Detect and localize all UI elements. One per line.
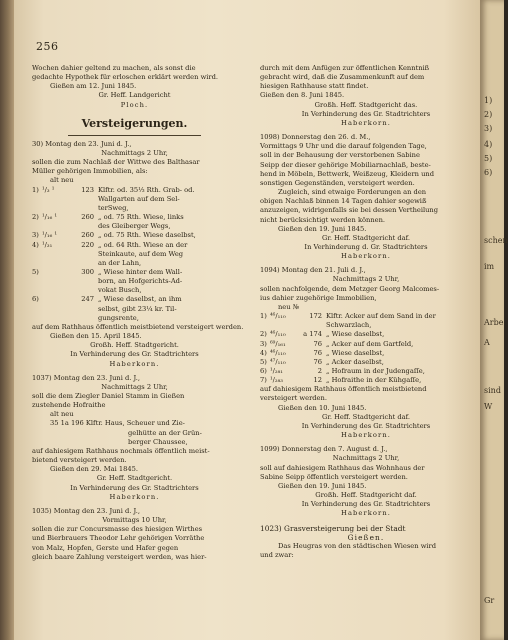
signature-line: In Verhinderung des Gr. Stadtrichters — [301, 109, 431, 118]
property-row — [32, 195, 237, 204]
text-line: versteigert werden. — [260, 394, 327, 403]
property-row — [32, 241, 237, 250]
text-line: und Bierbrauers Theodor Lehr gehörigen Vorräthe — [32, 534, 205, 543]
item-number — [32, 204, 42, 213]
item-number — [32, 305, 42, 314]
area-value: 260 — [81, 213, 94, 222]
parcel-number: ⁶⁹/₁₆₁ — [270, 339, 286, 348]
text-line: auf dahiesigem Rathhaus nochmals öffentlich meist- — [32, 446, 210, 455]
item-description: Schwarzlach, — [326, 321, 372, 330]
signature-name: Haberkorn. — [341, 431, 391, 440]
area-value — [72, 314, 98, 323]
text-line: alt neu — [50, 410, 74, 419]
text-line: Gießen den 15. April 1845. — [50, 332, 142, 341]
signature-line: Gr. Heff. Stadtgericht daf. — [322, 233, 410, 242]
parcel-number: ⁴⁷/₁₁₀ — [270, 357, 286, 366]
property-list — [32, 186, 237, 323]
area-value — [72, 204, 98, 213]
area-value — [72, 250, 98, 259]
area-value — [72, 286, 98, 295]
signature-line: In Verhinderung des Gr. Stadtrichters — [301, 500, 431, 509]
parcel-number — [42, 314, 72, 323]
facing-page-fragment: sind — [484, 386, 501, 395]
text-line: sollen die zur Concursmasse des hiesigen Wirthes — [32, 525, 203, 534]
text-line: Zugleich, sind etwaige Forderungen an den — [278, 188, 427, 197]
parcel-number — [42, 204, 72, 213]
facing-page-fragment: Gr — [484, 596, 495, 605]
item-number — [260, 321, 270, 330]
area-value — [72, 222, 98, 231]
parcel-number: ⁴⁶/₁₁₀ — [270, 348, 286, 357]
text-line: berger Chaussee, — [128, 437, 188, 446]
text-line: soll in der Behausung der verstorbenen Sabine — [260, 151, 420, 160]
text-line: gelhütte an der Grün- — [128, 428, 202, 437]
notice-number-line: 1094) Montag den 21. Juli d. J., — [260, 266, 366, 275]
text-line: sollen nachfolgende, dem Metzger Georg Malcomes- — [260, 284, 440, 293]
property-row — [260, 321, 472, 330]
signature-line: In Verhinderung des Gr. Stadtrichters — [70, 483, 199, 492]
notice-number-line: 1098) Donnerstag den 26. d. M., — [260, 133, 371, 142]
item-number — [32, 259, 42, 268]
text-line: hiesigen Rathhause statt findet. — [260, 82, 369, 91]
text-line: neu № — [278, 302, 300, 311]
text-line: nicht berücksichtigt werden können. — [260, 215, 386, 224]
text-line: und zwar: — [260, 550, 294, 559]
text-line: Gießen den 19. Juni 1845. — [278, 481, 367, 490]
item-description: des Gleiberger Wegs, — [98, 222, 171, 231]
item-number — [32, 286, 42, 295]
item-description: born, an Hofgerichts-Ad- — [98, 277, 183, 286]
property-row — [32, 305, 237, 314]
property-list — [260, 312, 472, 385]
signature-name: Ploch. — [120, 100, 149, 109]
text-line: soll die dem Ziegler Daniel Stamm in Gießen — [32, 392, 185, 400]
parcel-number: ¹/₃₁ — [42, 240, 53, 249]
area-value — [72, 259, 98, 268]
item-number — [32, 195, 42, 204]
text-line: soll auf dahiesigem Rathhaus das Wohnhaus der — [260, 463, 425, 472]
right-column — [260, 64, 472, 560]
parcel-number — [42, 295, 72, 304]
facing-page-fragment: im — [484, 262, 495, 271]
area-value: 172 — [309, 312, 322, 321]
parcel-number — [42, 259, 72, 268]
text-line: Gießen den 8. Juni 1845. — [260, 91, 345, 100]
text-line: sollen die zum Nachlaß der Wittwe des Balthasar — [32, 158, 200, 167]
text-line: hend in Möbeln, Bettwerk, Weißzeug, Kleidern und — [260, 169, 434, 178]
text-line: auf dahiesigem Rathhaus öffentlich meistbietend — [260, 385, 427, 394]
item-number — [32, 314, 42, 323]
text-line: Sabine Seipp öffentlich versteigert werden. — [260, 472, 408, 481]
area-value — [72, 195, 98, 204]
item-description: Wallgarten auf dem Sel- — [98, 194, 180, 203]
text-line: alt neu — [50, 176, 74, 185]
item-description: „ Wiese daselbst, — [326, 348, 385, 357]
area-value: 76 — [313, 348, 322, 357]
facing-page-fragment: 4) — [484, 140, 493, 149]
text-line: auf dem Rathhaus öffentlich meistbietend versteigert werden. — [32, 322, 244, 331]
area-value: 260 — [81, 231, 94, 240]
property-row — [32, 222, 237, 231]
parcel-number: ¹/₂₈₃ — [270, 376, 283, 385]
item-number: 5) — [260, 357, 267, 366]
property-row — [32, 286, 237, 295]
signature-line: Gr. Heff. Landgericht — [98, 91, 171, 100]
text-line: zustehende Hofraithe — [32, 401, 106, 410]
property-row — [260, 349, 472, 358]
item-number: 3) — [260, 339, 267, 348]
heading-rule — [68, 135, 201, 136]
item-number: 6) — [32, 295, 39, 304]
parcel-number: ⁴⁶/₁₁₀ — [270, 330, 286, 339]
text-line: obigen Nachlaß binnen 14 Tagen dahier sogewiß — [260, 197, 427, 206]
item-number — [32, 250, 42, 259]
area-value: 247 — [81, 295, 94, 304]
property-row — [32, 295, 237, 304]
parcel-number — [42, 277, 72, 286]
facing-page-fragment: W — [484, 402, 493, 411]
facing-page-fragment: 3) — [484, 124, 493, 133]
signature-line: Großh. Heff. Stadtgericht daf. — [315, 491, 417, 500]
notice-number-line: 1023) Grasversteigerung bei der Stadt — [260, 523, 406, 533]
facing-page-fragment: 1) — [484, 96, 493, 105]
parcel-number: ¹/₁₆ ¹ — [42, 213, 58, 222]
text-line: Müller gehörigen Immobilien, als: — [32, 167, 148, 176]
text-line: Gießen. — [347, 532, 385, 542]
facing-page-fragment: 6) — [484, 168, 493, 177]
text-line: Gießen den 19. Juni 1845. — [278, 224, 367, 233]
area-value: 220 — [81, 240, 94, 249]
text-line: bietend versteigert werden. — [32, 456, 127, 465]
text-line: Vormittags 9 Uhr und die darauf folgenden Tage, — [260, 142, 427, 151]
text-line: Gießen den 29. Mai 1845. — [50, 465, 138, 474]
item-description: „ Wiese daselbst, an ihm — [98, 295, 182, 304]
signature-name: Haberkorn. — [109, 492, 160, 501]
text-line: von Malz, Hopfen, Gerste und Hafer gegen — [32, 543, 179, 552]
property-row — [32, 277, 237, 286]
parcel-number — [42, 222, 72, 231]
area-value: 12 — [313, 376, 322, 385]
area-value — [72, 305, 98, 314]
item-description: vokat Busch, — [98, 286, 142, 295]
text-line: 35 1a 196 Klftr. Haus, Scheuer und Zie- — [50, 419, 185, 428]
item-description: selbst, gibt 23¼ kr. Til- — [98, 304, 177, 313]
area-value: a 174 — [303, 330, 322, 339]
property-row — [260, 358, 472, 367]
parcel-number — [42, 250, 72, 259]
item-number — [32, 277, 42, 286]
notice-number-line: 1037) Montag den 23. Juni d. J., — [32, 373, 140, 382]
item-number: 1) — [260, 312, 267, 321]
parcel-number: ¹/₂₈₁ — [270, 367, 283, 375]
item-description: Steinkaute, auf dem Weg — [98, 249, 184, 258]
facing-page-edge — [480, 0, 508, 640]
item-number: 2) — [32, 213, 39, 222]
text-line: Das Heugras von den städtischen Wiesen wird — [278, 541, 437, 550]
signature-name: Haberkorn. — [341, 118, 391, 127]
parcel-number: ⁴⁶/₁₁₀ — [270, 312, 286, 321]
page-number: 256 — [36, 40, 59, 53]
text-line: Nachmittags 2 Uhr, — [101, 382, 168, 391]
property-row — [260, 376, 472, 385]
signature-name: Haberkorn. — [341, 252, 391, 261]
item-number: 1) — [32, 185, 39, 194]
parcel-number — [42, 286, 72, 295]
signature-line: In Verhinderung des Gr. Stadtrichters — [70, 350, 199, 359]
item-description: „ Wiese hinter dem Wall- — [98, 267, 183, 276]
item-number: 4) — [260, 348, 267, 357]
item-number: 2) — [260, 330, 267, 339]
text-line: Nachmittags 2 Uhr, — [101, 148, 168, 157]
text-line: Gießen den 10. Juni 1845. — [278, 403, 367, 412]
item-description: „ od. 75 Rth. Wiese daselbst, — [98, 231, 196, 240]
area-value: 76 — [313, 357, 322, 366]
facing-page-fragment: Arbe — [484, 318, 504, 327]
item-description: Klftr. od. 35⅓ Rth. Grab- od. — [98, 185, 195, 194]
text-line: Wochen dahier geltend zu machen, als sonst die — [32, 64, 196, 72]
item-description: an der Lahn, — [98, 258, 142, 267]
property-row — [32, 186, 237, 195]
item-description: „ od. 64 Rth. Wiese an der — [98, 240, 188, 249]
signature-line: Gr. Heff. Stadtgericht daf. — [322, 412, 410, 421]
parcel-number: ¹/₃ ¹ — [42, 185, 55, 194]
area-value: 300 — [81, 267, 94, 276]
item-number: 5) — [32, 267, 39, 276]
property-row — [32, 268, 237, 277]
item-number: 3) — [32, 231, 39, 240]
property-row — [260, 340, 472, 349]
text-line: gleich baare Zahlung versteigert werden, was hier- — [32, 552, 207, 561]
property-row — [32, 204, 237, 213]
parcel-number — [42, 305, 72, 314]
facing-page-fragment: schen — [484, 236, 508, 245]
property-row — [260, 330, 472, 339]
notice-number-line: 30) Montag den 23. Juni d. J., — [32, 139, 132, 148]
left-column — [32, 64, 244, 562]
text-line: durch mit dem Anfügen zur öffentlichen Kenntniß — [260, 64, 430, 72]
item-description: Klftr. Acker auf dem Sand in der — [326, 312, 436, 321]
signature-name: Haberkorn. — [109, 359, 160, 368]
notice-number-line: 1099) Donnerstag den 7. August d. J., — [260, 445, 388, 454]
item-description: „ Hofraithe in der Kühgaſſe, — [326, 376, 422, 385]
book-spine — [0, 0, 14, 640]
area-value: 76 — [313, 339, 322, 348]
signature-line: Gr. Heff. Stadtgericht. — [96, 474, 173, 483]
facing-page-fragment: A — [484, 338, 490, 347]
item-description: „ Wiese daselbst, — [326, 330, 385, 339]
item-description: „ Acker daselbst, — [326, 357, 384, 366]
area-value: 2 — [317, 367, 322, 375]
property-row — [32, 250, 237, 259]
area-value — [72, 277, 98, 286]
item-description: „ Acker auf dem Gartfeld, — [326, 339, 414, 348]
section-heading: Versteigerungen. — [81, 116, 188, 130]
parcel-number — [270, 321, 300, 330]
signature-line: Großh. Heff. Stadtgericht das. — [314, 100, 418, 109]
property-row — [32, 231, 237, 240]
facing-page-fragment: 2) — [484, 110, 493, 119]
parcel-number — [42, 268, 72, 277]
signature-name: Haberkorn. — [341, 509, 391, 518]
text-line: gedachte Hypothek für erloschen erklärt werden wird. — [32, 73, 219, 82]
notice-number-line: 1035) Montag den 23. Juni d. J., — [32, 506, 140, 515]
property-row — [32, 259, 237, 268]
text-line: Gießen am 12. Juni 1845. — [50, 82, 137, 91]
property-row — [32, 314, 237, 323]
item-number: 4) — [32, 240, 39, 249]
property-row — [260, 312, 472, 321]
area-value: 123 — [81, 185, 94, 194]
parcel-number: ¹/₁₆ ¹ — [42, 231, 58, 240]
signature-line: In Verhinderung des Gr. Stadtrichters — [301, 421, 431, 430]
property-row — [32, 213, 237, 222]
item-description: terSweg, — [98, 203, 129, 212]
text-line: ius dahier zugehörige Immobilien, — [260, 293, 377, 302]
text-line: Nachmittags 2 Uhr, — [332, 454, 400, 463]
item-description: gungsrente, — [98, 313, 139, 322]
book-page — [14, 0, 480, 640]
text-line: gebracht wird, daß die Zusammenkunft auf dem — [260, 73, 425, 82]
text-line: Vormittags 10 Uhr, — [102, 516, 167, 525]
signature-line: In Verhinderung d. Gr. Stadtrichters — [304, 242, 428, 251]
text-line: Nachmittags 2 Uhr, — [332, 275, 400, 284]
item-number: 7) — [260, 376, 267, 385]
text-line: anzuzeigen, widrigenfalls sie bei dessen Vertheilung — [260, 206, 439, 215]
text-line: Seipp der dieser gehörige Mobiliarnachlaß, beste- — [260, 160, 431, 169]
area-value — [300, 321, 326, 330]
item-number: 6) — [260, 367, 267, 375]
facing-page-fragment: 5) — [484, 154, 493, 163]
property-row — [260, 367, 472, 376]
parcel-number — [42, 195, 72, 204]
signature-line: Großh. Heff. Stadtgericht. — [90, 341, 179, 350]
item-number — [32, 222, 42, 231]
item-description: „ Hofraum in der Judengaſſe, — [326, 367, 425, 375]
item-description: „ od. 75 Rth. Wiese, links — [98, 213, 184, 222]
text-line: sonstigen Gegenständen, versteigert werden. — [260, 178, 415, 187]
